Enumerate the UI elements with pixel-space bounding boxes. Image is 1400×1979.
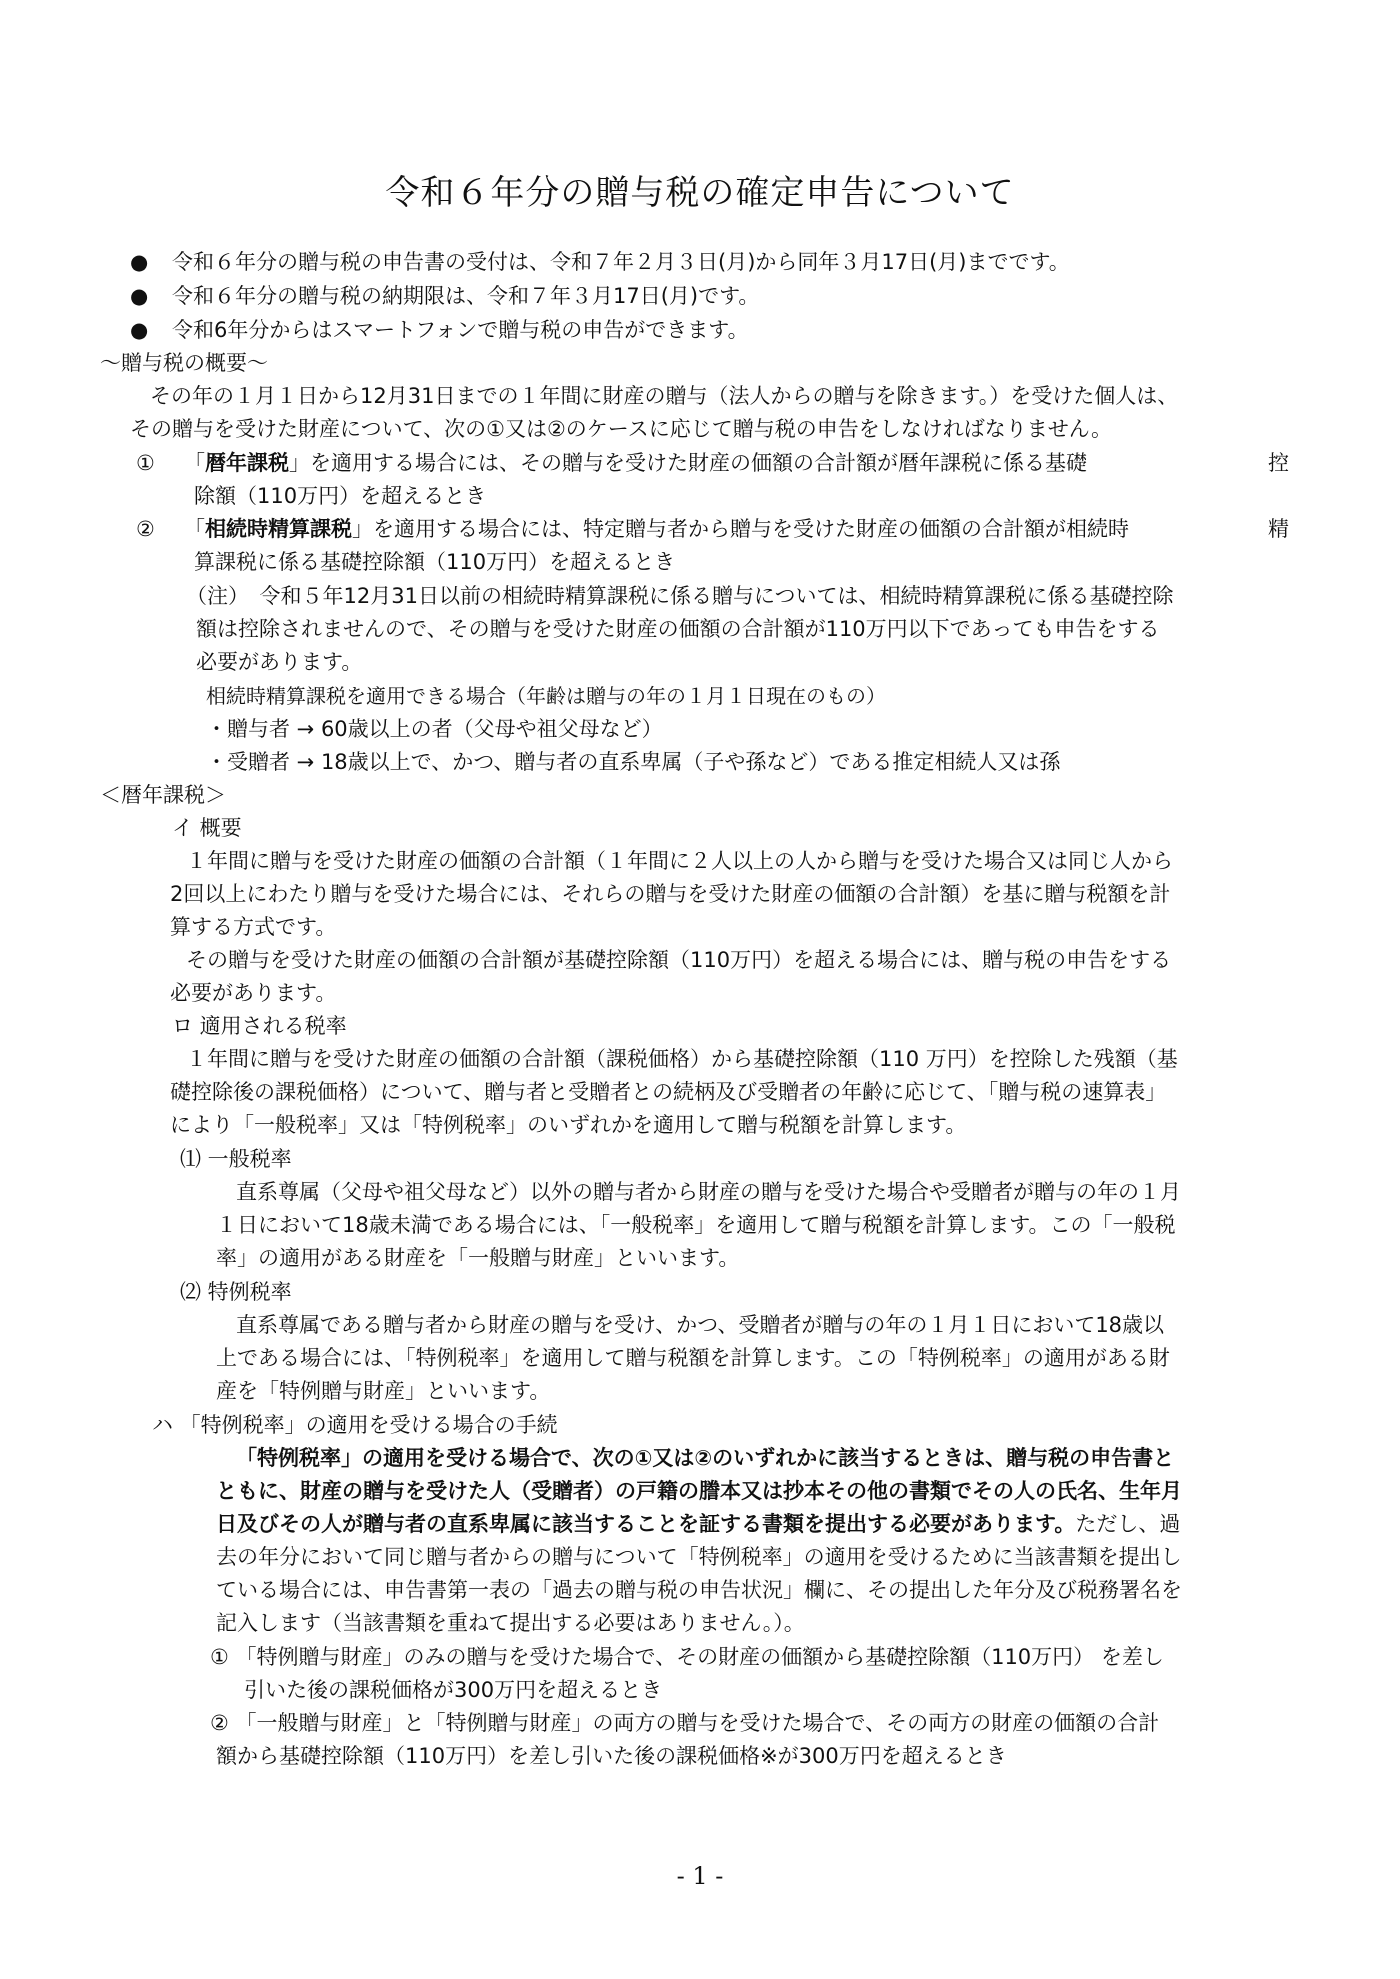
paragraph-line: ている場合には、申告書第一表の「過去の贈与税の申告状況」欄に、その提出した年分及び税務署名を [216,1578,1182,1602]
section-heading: ～贈与税の概要～ [100,351,268,375]
paragraph-line: 必要があります。 [170,981,337,1005]
bold-paragraph-line: ともに、財産の贈与を受けた人（受贈者）の戸籍の謄本又は抄本その他の書類でその人の氏名、生年月 [216,1479,1182,1503]
bold-term: 暦年課税 [205,451,289,475]
condition-item: ・贈与者 → 60歳以上の者（父母や祖父母など） [206,717,663,741]
case-line: 算課税に係る基礎控除額（110万円）を超えるとき [194,550,676,574]
bold-text: 日及びその人が贈与者の直系卑属に該当することを証する書類を提出する必要があります。 [216,1512,1076,1536]
case-line-tail: 精 [1268,517,1289,541]
paragraph-line [216,1508,1180,1540]
paragraph-line: により「一般税率」又は「特例税率」のいずれかを適用して贈与税額を計算します。 [170,1113,967,1137]
normal-text: ただし、過 [1075,1512,1181,1536]
paragraph-line: 2回以上にわたり贈与を受けた場合には、それらの贈与を受けた財産の価額の合計額）を基に贈与税額を計 [170,882,1171,906]
bullet-mark: ● [130,318,149,342]
case-line: 除額（110万円）を超えるとき [194,484,487,508]
note-line: 必要があります。 [196,650,363,674]
paragraph-line: その贈与を受けた財産の価額の合計額が基礎控除額（110万円）を超える場合には、贈与税の申告をする [186,948,1172,972]
paragraph-line: 礎控除後の課税価格）について、贈与者と受贈者との続柄及び受贈者の年齢に応じて、「贈与税の速算表」 [170,1080,1167,1104]
paragraph-line: １年間に贈与を受けた財産の価額の合計額（１年間に２人以上の人から贈与を受けた場合又は同じ人から [186,849,1173,873]
condition-item: ① 「特例贈与財産」のみの贈与を受けた場合で、その財産の価額から基礎控除額（110万円） を差し [210,1645,1164,1669]
bullet-mark: ● [130,284,149,308]
case-line: 「相続時精算課税」を適用する場合には、特定贈与者から贈与を受けた財産の価額の合計額が相続時 [184,517,1129,541]
paragraph-line: 上である場合には、「特例税率」を適用して贈与税額を計算します。この「特例税率」の適用がある財 [216,1346,1170,1370]
paragraph-line: １年間に贈与を受けた財産の価額の合計額（課税価格）から基礎控除額（110 万円）を控除した残額（基 [186,1047,1178,1071]
note-line: 額は控除されませんので、その贈与を受けた財産の価額の合計額が110万円以下であっても申告をする [196,617,1160,641]
condition-item: ・受贈者 → 18歳以上で、かつ、贈与者の直系卑属（子や孫など）である推定相続人又は孫 [206,750,1061,774]
bullet-item [130,280,759,312]
paragraph-line: 記入します（当該書類を重ねて提出する必要はありません。）。 [216,1611,805,1635]
subsection-title: ⑴ 一般税率 [180,1147,292,1171]
bold-paragraph-line: 「特例税率」の適用を受ける場合で、次の①又は②のいずれかに該当するときは、贈与税の申告書と [236,1446,1175,1470]
paragraph-line: 産を「特例贈与財産」といいます。 [216,1379,551,1403]
subsection-title: イ 概要 [172,816,242,840]
case-line-tail: 控 [1268,451,1289,475]
subsection-title: ⑵ 特例税率 [180,1280,292,1304]
paragraph-line: その年の１月１日から12月31日までの１年間に財産の贈与（法人からの贈与を除きます。）を受けた個人は、 [150,384,1179,408]
bullet-text: 令和６年分の贈与税の申告書の受付は、令和７年２月３日(月)から同年３月17日(月)までです。 [172,250,1070,274]
subsection-title: ロ 適用される税率 [172,1014,347,1038]
case-number: ② [136,517,155,541]
paragraph-line: その贈与を受けた財産について、次の①又は②のケースに応じて贈与税の申告をしなければなりません。 [130,417,1113,441]
bullet-item [130,314,749,346]
bullet-mark: ● [130,250,149,274]
paragraph-line: 算する方式です。 [170,915,337,939]
page-title: 令和６年分の贈与税の確定申告について [385,173,1015,213]
bullet-text: 令和６年分の贈与税の納期限は、令和７年３月17日(月)です。 [172,284,760,308]
bold-term: 相続時精算課税 [205,517,352,541]
paragraph-line: 率」の適用がある財産を「一般贈与財産」といいます。 [216,1246,740,1270]
paragraph-line: 直系尊属である贈与者から財産の贈与を受け、かつ、受贈者が贈与の年の１月１日において18歳以 [236,1313,1165,1337]
condition-item: ② 「一般贈与財産」と「特例贈与財産」の両方の贈与を受けた場合で、その両方の財産の価額の合計 [210,1711,1160,1735]
paragraph-line: １日において18歳未満である場合には、「一般税率」を適用して贈与税額を計算します。この「一般税 [216,1213,1176,1237]
case-number: ① [136,451,155,475]
paragraph-line: 去の年分において同じ贈与者からの贈与について「特例税率」の適用を受けるために当該書類を提出し [216,1545,1182,1569]
condition-title: 相続時精算課税を適用できる場合（年齢は贈与の年の１月１日現在のもの） [206,684,886,708]
note-line: （注） 令和５年12月31日以前の相続時精算課税に係る贈与については、相続時精算課税に係る基礎控除 [186,584,1174,608]
paragraph-line: 直系尊属（父母や祖父母など）以外の贈与者から財産の贈与を受けた場合や受贈者が贈与の年の１月 [236,1180,1181,1204]
bullet-text: 令和6年分からはスマートフォンで贈与税の申告ができます。 [172,318,749,342]
case-line: 「暦年課税」を適用する場合には、その贈与を受けた財産の価額の合計額が暦年課税に係る基礎 [184,451,1087,475]
section-heading: ＜暦年課税＞ [100,783,226,807]
page-number: - 1 - [676,1862,724,1890]
condition-item: 引いた後の課税価格が300万円を超えるとき [244,1678,663,1702]
bullet-item [130,246,1070,278]
condition-item: 額から基礎控除額（110万円）を差し引いた後の課税価格※が300万円を超えるとき [216,1744,1007,1768]
subsection-title: ハ 「特例税率」の適用を受ける場合の手続 [152,1413,558,1437]
